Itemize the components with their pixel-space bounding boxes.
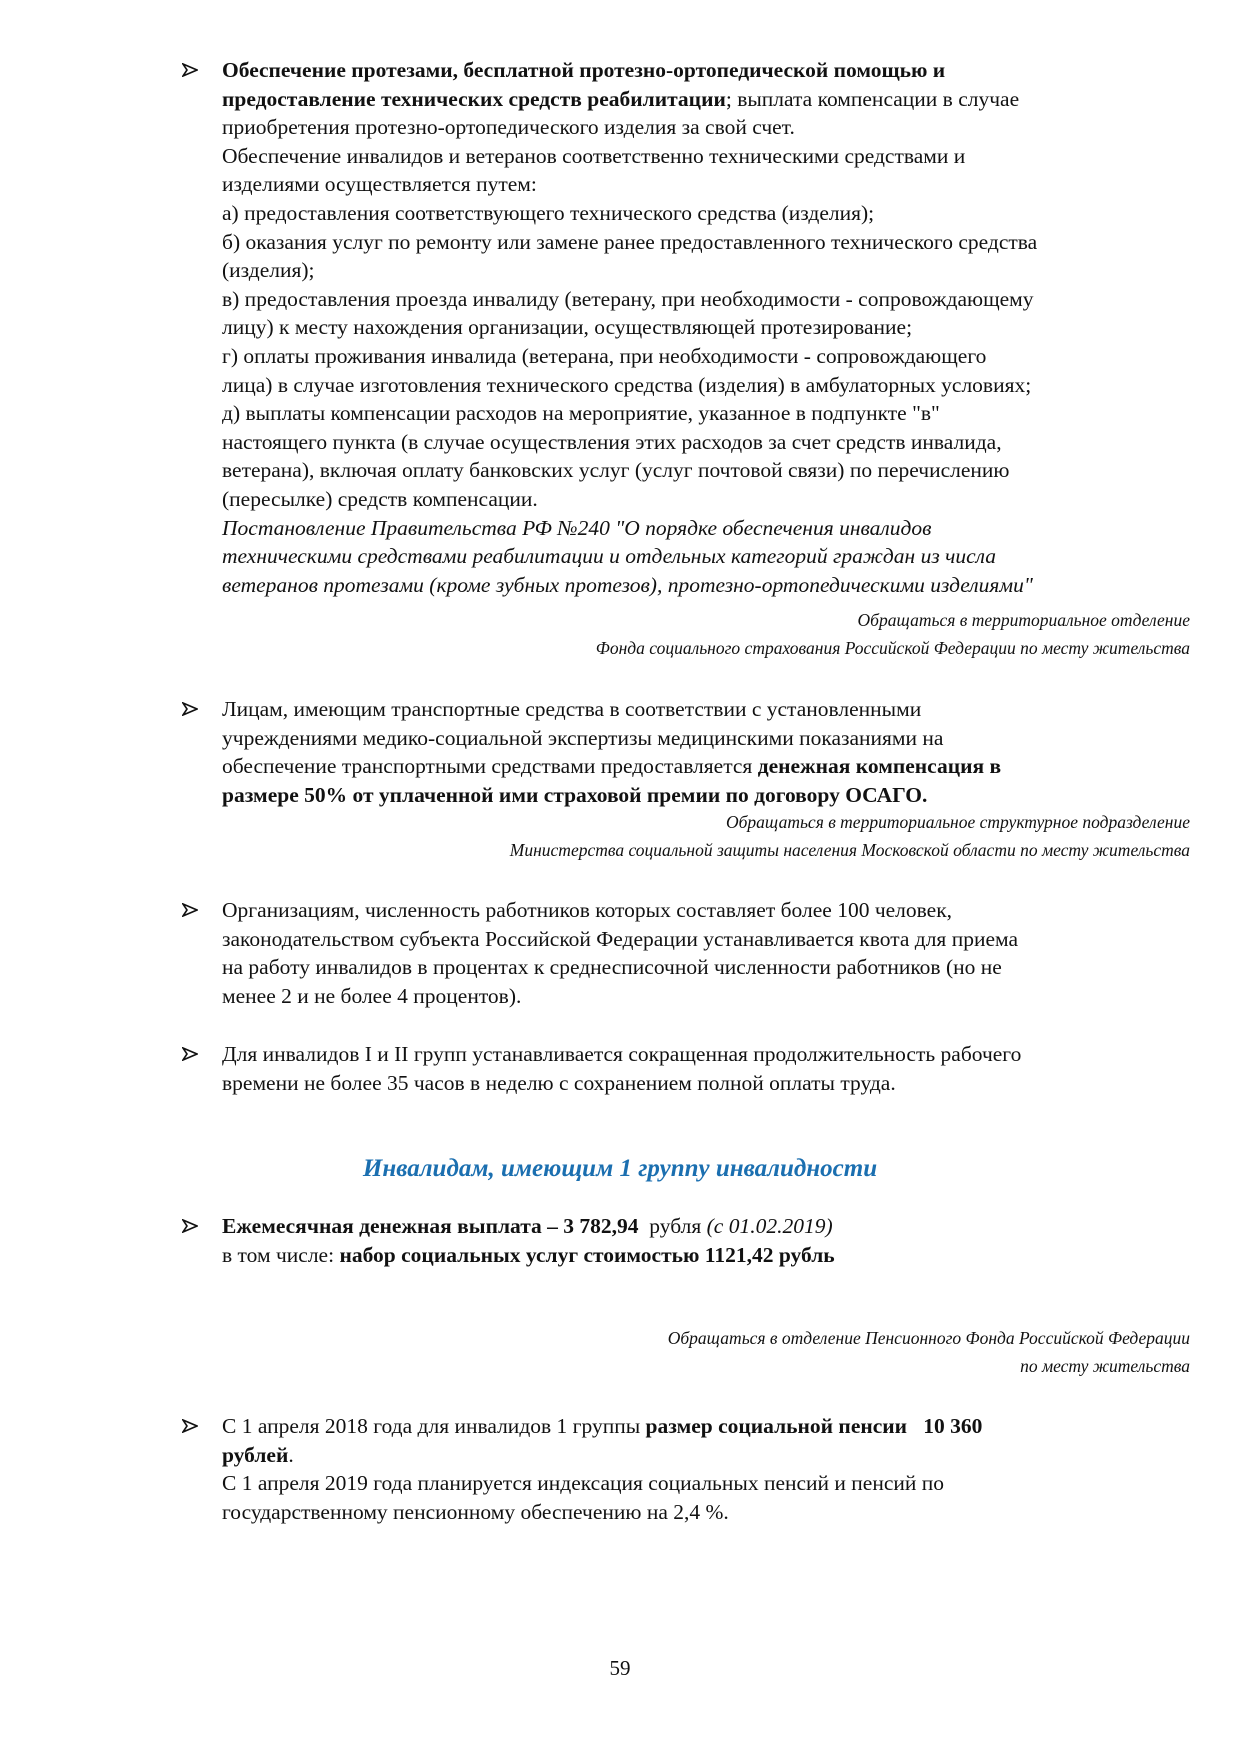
payment-title: Ежемесячная денежная выплата: [222, 1214, 542, 1238]
list-item-b: б) оказания услуг по ремонту или замене ранее предоставленного технического средства: [222, 229, 1038, 254]
paragraph-line: С 1 апреля 2018 года для инвалидов 1 группы: [222, 1414, 646, 1438]
compensation-highlight: размере 50% от уплаченной ими страховой премии по договору ОСАГО.: [222, 782, 928, 807]
contact-ministry: [510, 808, 1190, 864]
payment-date: (с 01.02.2019): [706, 1214, 833, 1238]
compensation-highlight: денежная компенсация в: [757, 754, 1002, 779]
section-osago-compensation: [190, 695, 1190, 809]
paragraph-line: Обеспечение инвалидов и ветеранов соответственно техническими средствами и: [222, 143, 966, 168]
paragraph-line: Лицам, имеющим транспортные средства в соответствии с установленными: [222, 697, 922, 721]
prosthetics-title-line2: предоставление технических средств реабилитации: [222, 86, 726, 111]
paragraph-line: на работу инвалидов в процентах к среднесписочной численности работников (но не: [222, 955, 1002, 980]
paragraph-line: в том числе:: [222, 1242, 340, 1267]
contact-fss: [596, 606, 1190, 662]
currency: рубля: [638, 1214, 707, 1238]
contact-line: по месту жительства: [1020, 1356, 1190, 1376]
arrowhead-bullet-icon: [182, 896, 204, 924]
section-working-hours: [190, 1040, 1190, 1097]
prosthetics-text: приобретения протезно-ортопедического изделия за свой счет.: [222, 115, 795, 140]
paragraph-line: Организациям, численность работников которых составляет более 100 человек,: [222, 898, 953, 922]
list-item-g: г) оплаты проживания инвалида (ветерана, при необходимости - сопровождающего: [222, 343, 987, 368]
pension-amount: размер социальной пенсии 10 360: [645, 1414, 983, 1438]
list-item-b-cont: (изделия);: [222, 258, 315, 283]
list-item-d-cont: настоящего пункта (в случае осуществления этих расходов за счет средств инвалида,: [222, 429, 1002, 454]
punctuation: .: [288, 1442, 294, 1467]
contact-pension-fund: [668, 1324, 1190, 1380]
payment-amount: 3 782,94: [563, 1214, 639, 1238]
section-monthly-payment: [190, 1212, 1190, 1269]
prosthetics-text: ; выплата компенсации в случае: [725, 86, 1020, 111]
section-employment-quota: [190, 896, 1190, 1010]
list-item-a: а) предоставления соответствующего технического средства (изделия);: [222, 200, 875, 225]
paragraph-line: учреждениями медико-социальной экспертизы медицинскими показаниями на: [222, 725, 944, 750]
paragraph-line: изделиями осуществляется путем:: [222, 172, 537, 197]
list-item-v-cont: лицу) к месту нахождения организации, осуществляющей протезирование;: [222, 315, 913, 340]
paragraph-line: времени не более 35 часов в неделю с сохранением полной оплаты труда.: [222, 1070, 896, 1095]
paragraph-line: менее 2 и не более 4 процентов).: [222, 983, 522, 1008]
contact-line: Фонда социального страхования Российской Федерации по месту жительства: [595, 638, 1190, 658]
paragraph-line: Для инвалидов I и II групп устанавливается сокращенная продолжительность рабочего: [222, 1042, 1022, 1066]
list-item-d-cont: (пересылке) средств компенсации.: [222, 486, 538, 511]
arrowhead-bullet-icon: [182, 56, 204, 84]
dash: –: [541, 1214, 564, 1238]
pension-currency: рублей: [222, 1442, 289, 1467]
social-services-cost: набор социальных услуг стоимостью 1121,42 рубль: [339, 1242, 835, 1267]
list-item-g-cont: лица) в случае изготовления технического средства (изделия) в амбулаторных условиях;: [222, 372, 1032, 397]
paragraph-line: обеспечение транспортными средствами предоставляется: [222, 754, 758, 779]
section-heading: Инвалидам, имеющим 1 группу инвалидности: [362, 1155, 878, 1182]
decree-citation: Постановление Правительства РФ №240 "О порядке обеспечения инвалидов: [222, 515, 932, 540]
arrowhead-bullet-icon: [182, 1040, 204, 1068]
section-social-pension: [190, 1412, 1190, 1526]
contact-line: Обращаться в отделение Пенсионного Фонда Российской Федерации: [667, 1328, 1190, 1348]
section-prosthetics: [190, 56, 1190, 599]
decree-citation: техническими средствами реабилитации и отдельных категорий граждан из числа: [222, 544, 997, 569]
arrowhead-bullet-icon: [182, 1212, 204, 1240]
list-item-d-cont: ветерана), включая оплату банковских услуг (услуг почтовой связи) по перечислению: [222, 458, 1010, 483]
list-item-v: в) предоставления проезда инвалиду (ветерану, при необходимости - сопровождающему: [222, 286, 1034, 311]
page-number: 59: [609, 1656, 631, 1680]
arrowhead-bullet-icon: [182, 695, 204, 723]
contact-line: Обращаться в территориальное отделение: [857, 610, 1190, 630]
contact-line: Министерства социальной защиты населения Московской области по месту жительства: [509, 840, 1190, 860]
paragraph-line: законодательством субъекта Российской Федерации устанавливается квота для приема: [222, 926, 1019, 951]
paragraph-line: государственному пенсионному обеспечению на 2,4 %.: [222, 1499, 729, 1524]
paragraph-line: С 1 апреля 2019 года планируется индексация социальных пенсий и пенсий по: [222, 1471, 945, 1496]
prosthetics-title-line1: Обеспечение протезами, бесплатной протезно-ортопедической помощью и: [222, 58, 946, 82]
decree-citation: ветеранов протезами (кроме зубных протезов), протезно-ортопедическими изделиями": [222, 572, 1033, 597]
contact-line: Обращаться в территориальное структурное подразделение: [725, 812, 1190, 832]
list-item-d: д) выплаты компенсации расходов на мероприятие, указанное в подпункте "в": [222, 401, 940, 426]
arrowhead-bullet-icon: [182, 1412, 204, 1440]
